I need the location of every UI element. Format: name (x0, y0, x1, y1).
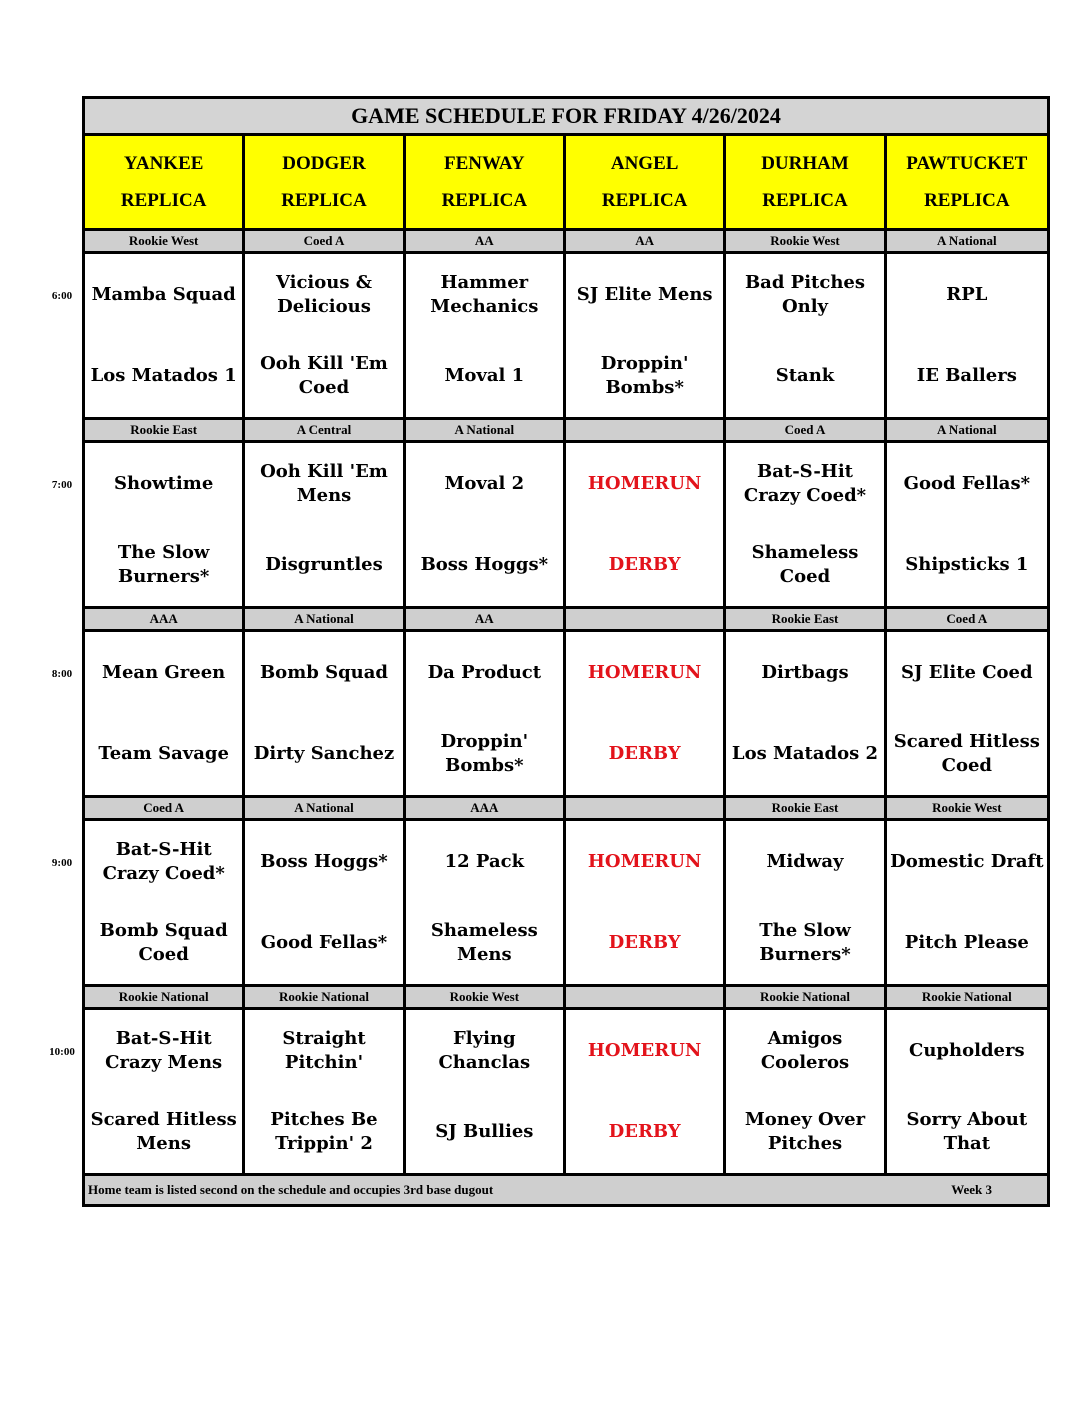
division-label (566, 609, 726, 632)
field-header (245, 136, 405, 231)
division-label: Rookie West (406, 987, 566, 1010)
game-cell (887, 632, 1047, 798)
game-cell (245, 254, 405, 420)
game-cell (85, 632, 245, 798)
home-team: Droppin' Bombs* (600, 353, 689, 399)
home-team: Ooh Kill 'Em Coed (260, 353, 388, 399)
field-header (566, 136, 726, 231)
division-label: A National (887, 231, 1047, 254)
away-team: Showtime (114, 472, 214, 494)
game-cell (726, 1010, 886, 1176)
game-cell (245, 821, 405, 987)
home-team: DERBY (608, 743, 681, 765)
home-team: Los Matados 1 (90, 365, 237, 387)
home-team: Boss Hoggs* (420, 554, 549, 576)
division-label: AA (406, 609, 566, 632)
field-name: YANKEE (123, 153, 204, 174)
home-team: Dirty Sanchez (253, 743, 395, 765)
home-team: DERBY (608, 1121, 681, 1143)
game-cell (406, 821, 566, 987)
away-team: Moval 2 (444, 472, 525, 494)
field-sub: REPLICA (924, 190, 1010, 211)
division-label: Rookie National (85, 987, 245, 1010)
home-team: Disgruntles (265, 554, 383, 576)
game-cell (726, 821, 886, 987)
division-label: Rookie East (726, 798, 886, 821)
game-row (51, 632, 1047, 798)
division-label: AAA (85, 609, 245, 632)
away-team: Bomb Squad (259, 661, 389, 683)
game-cell (726, 443, 886, 609)
field-sub: REPLICA (601, 190, 688, 211)
field-sub: REPLICA (441, 190, 528, 211)
away-team: Bat-S-Hit Crazy Coed* (743, 460, 867, 506)
home-team: Scared Hitless Mens (90, 1109, 237, 1155)
away-team: Midway (766, 850, 844, 872)
field-name: FENWAY (444, 153, 525, 174)
division-label: Rookie West (85, 231, 245, 254)
away-team: SJ Elite Coed (901, 661, 1033, 683)
away-team: Domestic Draft (890, 850, 1044, 872)
division-row (85, 420, 1047, 443)
home-team: Pitches Be Trippin' 2 (270, 1109, 378, 1155)
away-team: Bat-S-Hit Crazy Mens (105, 1027, 223, 1073)
division-row (85, 609, 1047, 632)
field-header (406, 136, 566, 231)
game-cell (406, 632, 566, 798)
game-cell (245, 443, 405, 609)
away-team: Flying Chanclas (438, 1027, 531, 1073)
away-team: Amigos Cooleros (760, 1027, 850, 1073)
home-team: Shameless Mens (430, 920, 538, 966)
division-label: Coed A (726, 420, 886, 443)
game-cell (566, 1010, 726, 1176)
division-label: Coed A (887, 609, 1047, 632)
game-row (51, 254, 1047, 420)
field-header (726, 136, 886, 231)
away-team: Cupholders (909, 1039, 1025, 1061)
field-name: DURHAM (761, 153, 849, 174)
division-row (85, 798, 1047, 821)
division-label (566, 420, 726, 443)
away-team: Bat-S-Hit Crazy Coed* (102, 838, 225, 884)
division-label (566, 987, 726, 1010)
home-team: Team Savage (98, 743, 229, 765)
field-header (85, 136, 245, 231)
division-label: A National (887, 420, 1047, 443)
home-team: Scared Hitless Coed (893, 731, 1040, 777)
game-row (51, 443, 1047, 609)
away-team: Mamba Squad (91, 283, 236, 305)
game-cell (887, 443, 1047, 609)
game-cell (245, 1010, 405, 1176)
home-team: IE Ballers (916, 365, 1017, 387)
away-team: HOMERUN (587, 661, 702, 683)
home-team: Droppin' Bombs* (440, 731, 529, 777)
game-cell (726, 254, 886, 420)
game-cell (85, 254, 245, 420)
away-team: Dirtbags (761, 661, 849, 683)
away-team: HOMERUN (587, 1039, 702, 1061)
away-team: HOMERUN (587, 472, 702, 494)
home-team: SJ Bullies (435, 1121, 534, 1143)
field-name: PAWTUCKET (906, 153, 1028, 174)
game-cell (245, 632, 405, 798)
game-cell (566, 443, 726, 609)
game-cell (887, 254, 1047, 420)
footer (85, 1176, 1047, 1204)
away-team: RPL (946, 283, 988, 305)
schedule-sheet (49, 96, 1050, 1207)
division-row (85, 231, 1047, 254)
game-cell (406, 1010, 566, 1176)
division-label: Rookie East (85, 420, 245, 443)
division-label: A National (406, 420, 566, 443)
game-cell (85, 1010, 245, 1176)
division-label: Rookie National (887, 987, 1047, 1010)
division-label: A National (245, 798, 405, 821)
away-team: SJ Elite Mens (576, 283, 713, 305)
home-team: Shameless Coed (751, 542, 859, 588)
game-cell (85, 443, 245, 609)
division-label: Rookie West (887, 798, 1047, 821)
away-team: 12 Pack (444, 850, 525, 872)
home-team: Moval 1 (444, 365, 525, 387)
game-cell (566, 632, 726, 798)
division-label: AA (566, 231, 726, 254)
away-team: Good Fellas* (903, 472, 1030, 494)
division-label: Rookie National (726, 987, 886, 1010)
home-team: Money Over Pitches (744, 1109, 866, 1155)
division-label: Coed A (85, 798, 245, 821)
away-team: HOMERUN (587, 850, 702, 872)
home-team: Bomb Squad Coed (99, 920, 228, 966)
game-cell (726, 632, 886, 798)
time-label: 7:00 (51, 479, 73, 491)
home-team: Good Fellas* (260, 932, 388, 954)
division-label: AA (406, 231, 566, 254)
home-team: Sorry About That (906, 1109, 1028, 1155)
home-team: The Slow Burners* (117, 542, 210, 588)
away-team: Bad Pitches Only (744, 271, 866, 317)
away-team: Mean Green (102, 661, 226, 683)
time-label: 10:00 (49, 1046, 75, 1058)
home-team: Stank (775, 365, 835, 387)
field-name: ANGEL (610, 153, 679, 174)
division-row (85, 987, 1047, 1010)
division-label: Coed A (245, 231, 405, 254)
division-label (566, 798, 726, 821)
time-label: 8:00 (51, 668, 73, 680)
division-label: Rookie East (726, 609, 886, 632)
field-sub: REPLICA (120, 190, 207, 211)
away-team: Ooh Kill 'Em Mens (260, 460, 388, 506)
home-team: Pitch Please (904, 932, 1029, 954)
away-team: Hammer Mechanics (430, 271, 539, 317)
away-team: Straight Pitchin' (282, 1027, 366, 1073)
game-row (51, 821, 1047, 987)
field-sub: REPLICA (762, 190, 848, 211)
game-cell (406, 254, 566, 420)
field-header-row (85, 136, 1047, 231)
field-header (887, 136, 1047, 231)
away-team: Vicious & Delicious (275, 271, 372, 317)
time-label: 6:00 (51, 290, 73, 302)
division-label: A Central (245, 420, 405, 443)
division-label: Rookie National (245, 987, 405, 1010)
field-name: DODGER (282, 153, 366, 174)
game-cell (406, 443, 566, 609)
away-team: Da Product (427, 661, 542, 683)
division-label: Rookie West (726, 231, 886, 254)
game-cell (887, 1010, 1047, 1176)
page-title: GAME SCHEDULE FOR FRIDAY 4/26/2024 (85, 99, 1047, 136)
home-team: Shipsticks 1 (905, 554, 1029, 576)
game-cell (566, 254, 726, 420)
time-label: 9:00 (51, 857, 73, 869)
away-team: Boss Hoggs* (260, 850, 388, 872)
week-label: Week 3 (951, 1182, 992, 1197)
field-sub: REPLICA (281, 190, 367, 211)
home-team: DERBY (608, 554, 681, 576)
home-team: Los Matados 2 (731, 743, 879, 765)
division-label: A National (245, 609, 405, 632)
division-label: AAA (406, 798, 566, 821)
game-row (49, 1010, 1047, 1176)
home-team: The Slow Burners* (759, 920, 851, 966)
time-slots (49, 231, 1047, 1176)
game-cell (85, 821, 245, 987)
game-cell (566, 821, 726, 987)
footer-note: Home team is listed second on the schedule and occupies 3rd base dugout (88, 1182, 494, 1197)
game-cell (887, 821, 1047, 987)
home-team: DERBY (608, 932, 681, 954)
